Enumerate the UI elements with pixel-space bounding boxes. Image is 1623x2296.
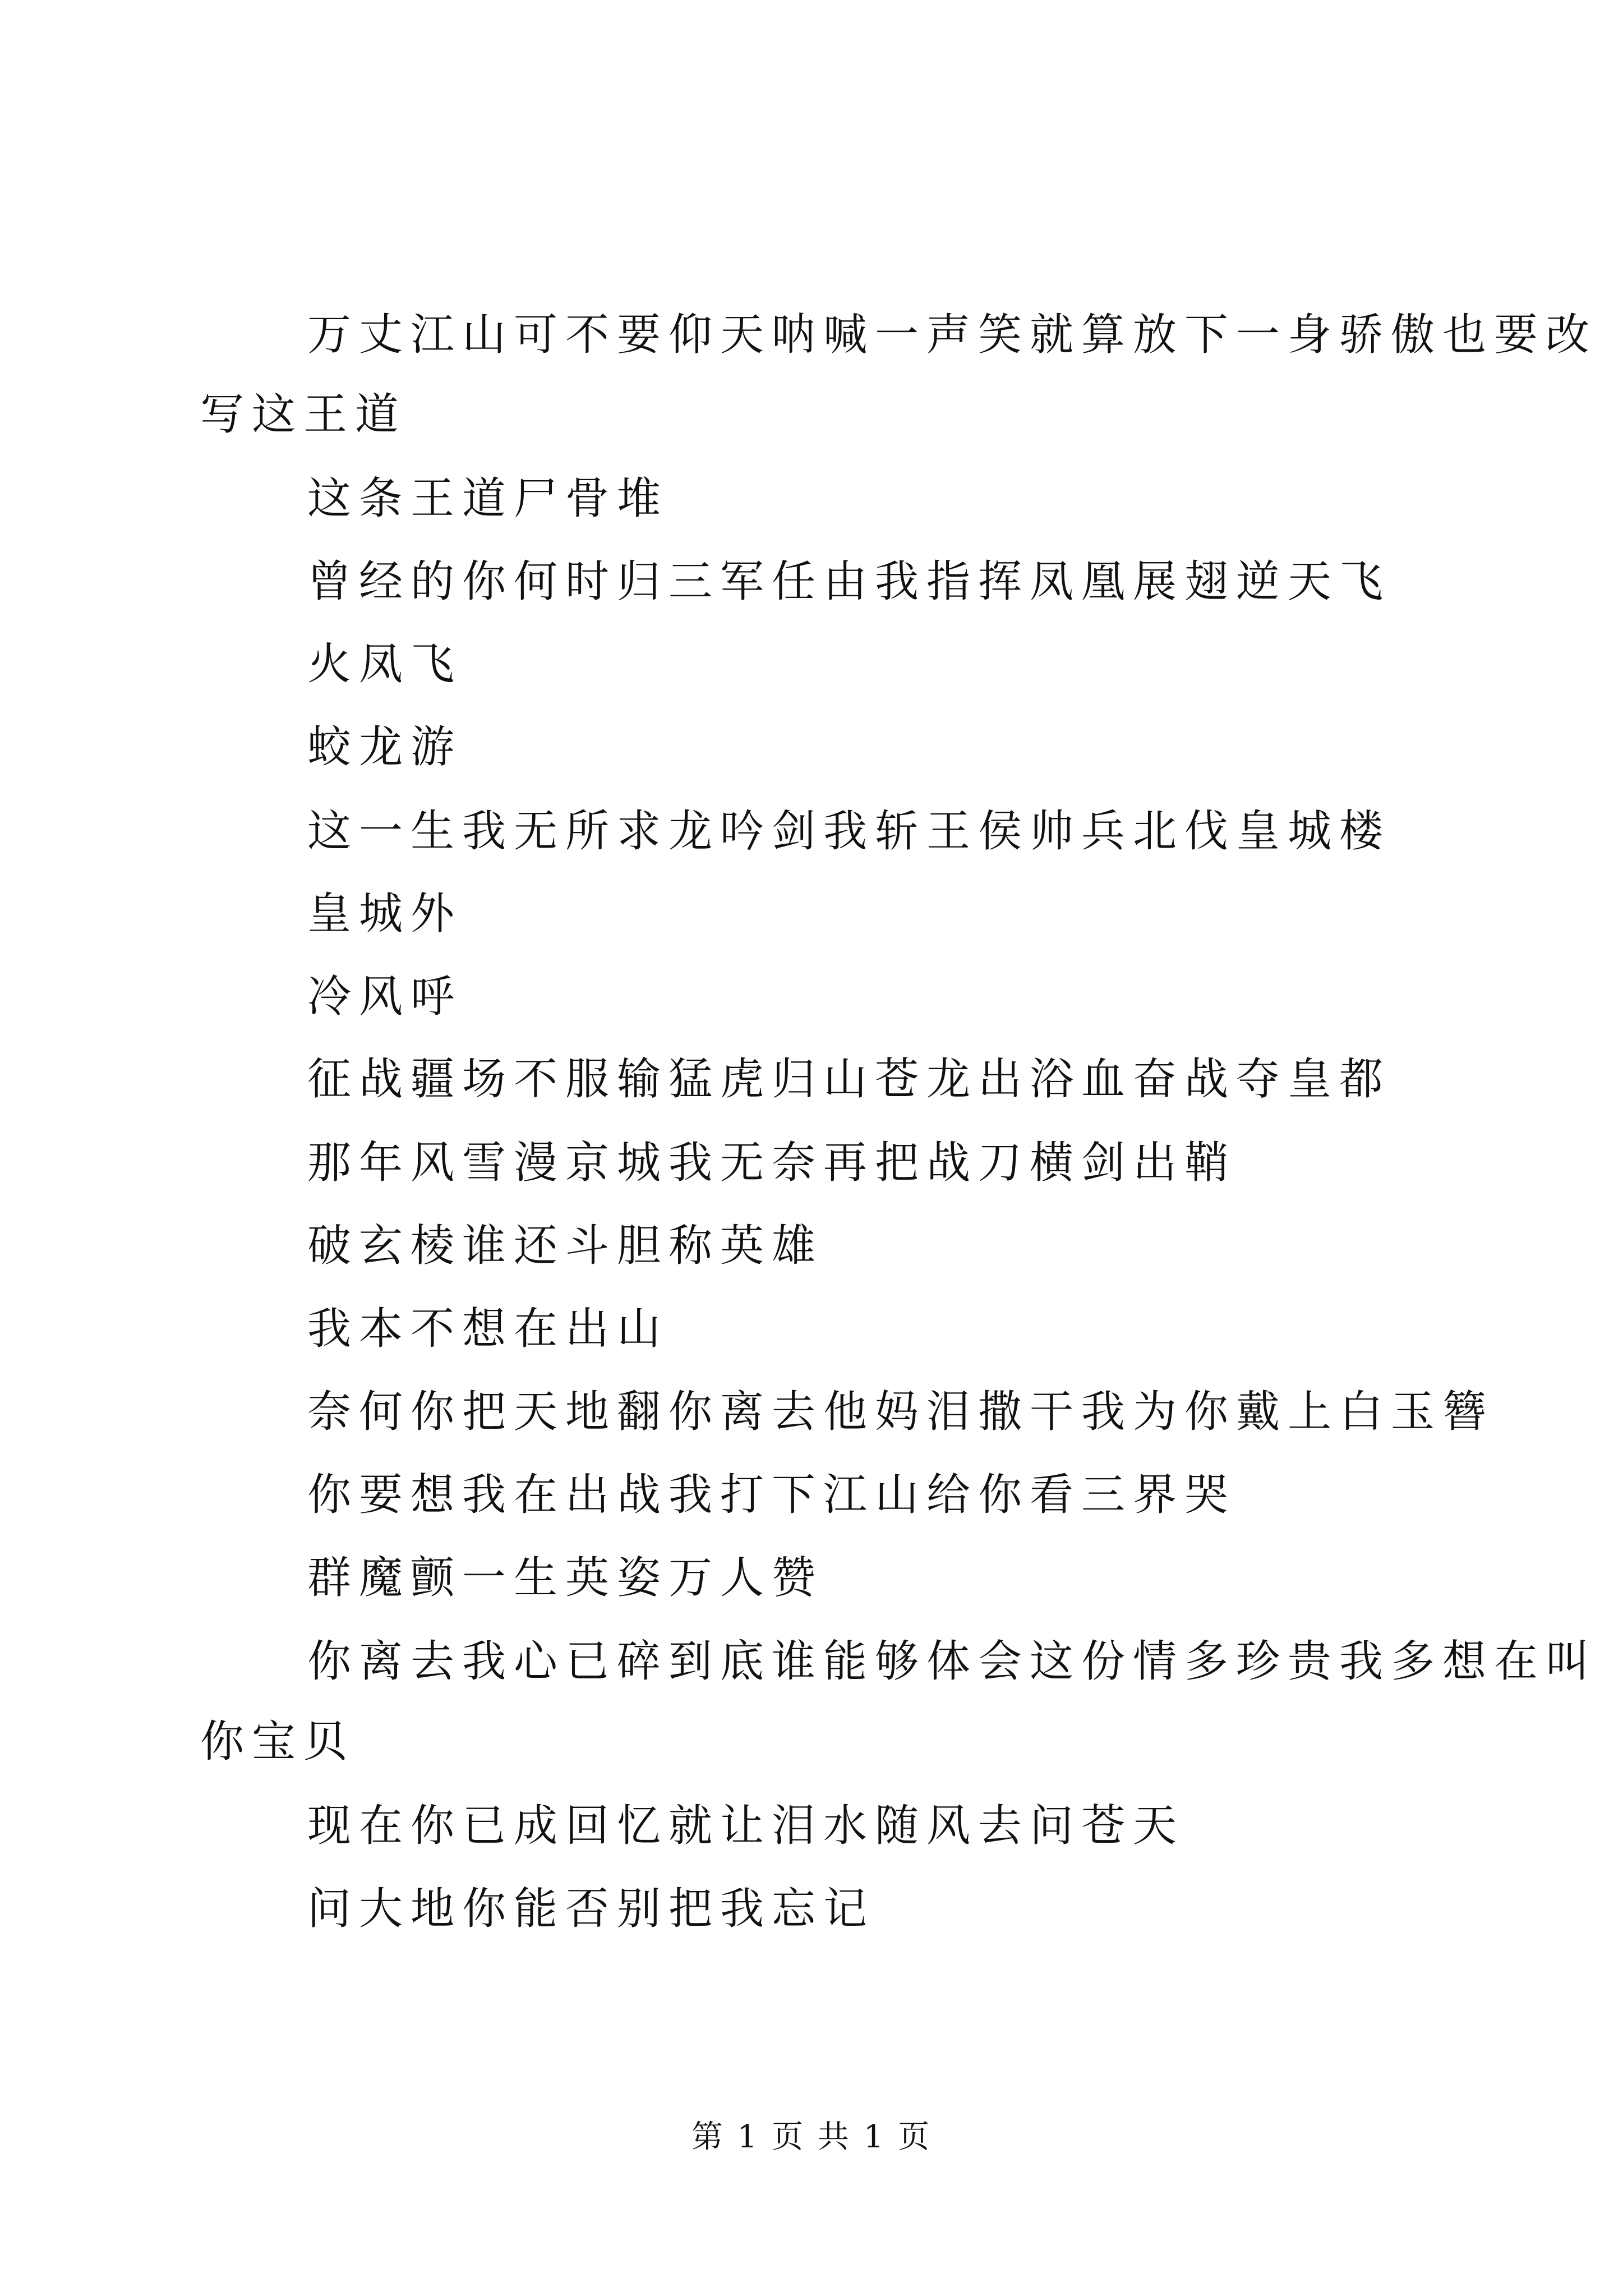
text-line: 问大地你能否别把我忘记 <box>307 1884 875 1934</box>
text-line: 我本不想在出山 <box>307 1304 669 1354</box>
text-line: 蛟龙游 <box>307 722 463 772</box>
text-line: 征战疆场不服输猛虎归山苍龙出浴血奋战夺皇都 <box>307 1054 1391 1105</box>
text-line: 你要想我在出战我打下江山给你看三界哭 <box>307 1470 1237 1520</box>
text-line: 写这王道 <box>200 389 407 440</box>
text-line: 火凤飞 <box>307 639 463 689</box>
text-line: 你离去我心已碎到底谁能够体会这份情多珍贵我多想在叫 <box>307 1636 1598 1687</box>
text-line: 这一生我无所求龙吟剑我斩王侯帅兵北伐皇城楼 <box>307 806 1391 857</box>
text-line: 万丈江山可不要仰天呐喊一声笑就算放下一身骄傲也要改 <box>307 310 1598 360</box>
text-line: 冷风呼 <box>307 972 463 1022</box>
text-line: 奈何你把天地翻你离去他妈泪撒干我为你戴上白玉簪 <box>307 1387 1495 1437</box>
text-line: 皇城外 <box>307 889 463 939</box>
text-line: 破玄棱谁还斗胆称英雄 <box>307 1221 824 1271</box>
text-line: 群魔颤一生英姿万人赞 <box>307 1553 824 1603</box>
text-line: 那年风雪漫京城我无奈再把战刀横剑出鞘 <box>307 1138 1237 1188</box>
text-line: 现在你已成回忆就让泪水随风去问苍天 <box>307 1801 1185 1851</box>
page-number-footer: 第 1 页 共 1 页 <box>691 2119 932 2155</box>
text-line: 曾经的你何时归三军任由我指挥凤凰展翅逆天飞 <box>307 556 1391 607</box>
text-line: 这条王道尸骨堆 <box>307 473 669 524</box>
text-line: 你宝贝 <box>200 1717 356 1767</box>
